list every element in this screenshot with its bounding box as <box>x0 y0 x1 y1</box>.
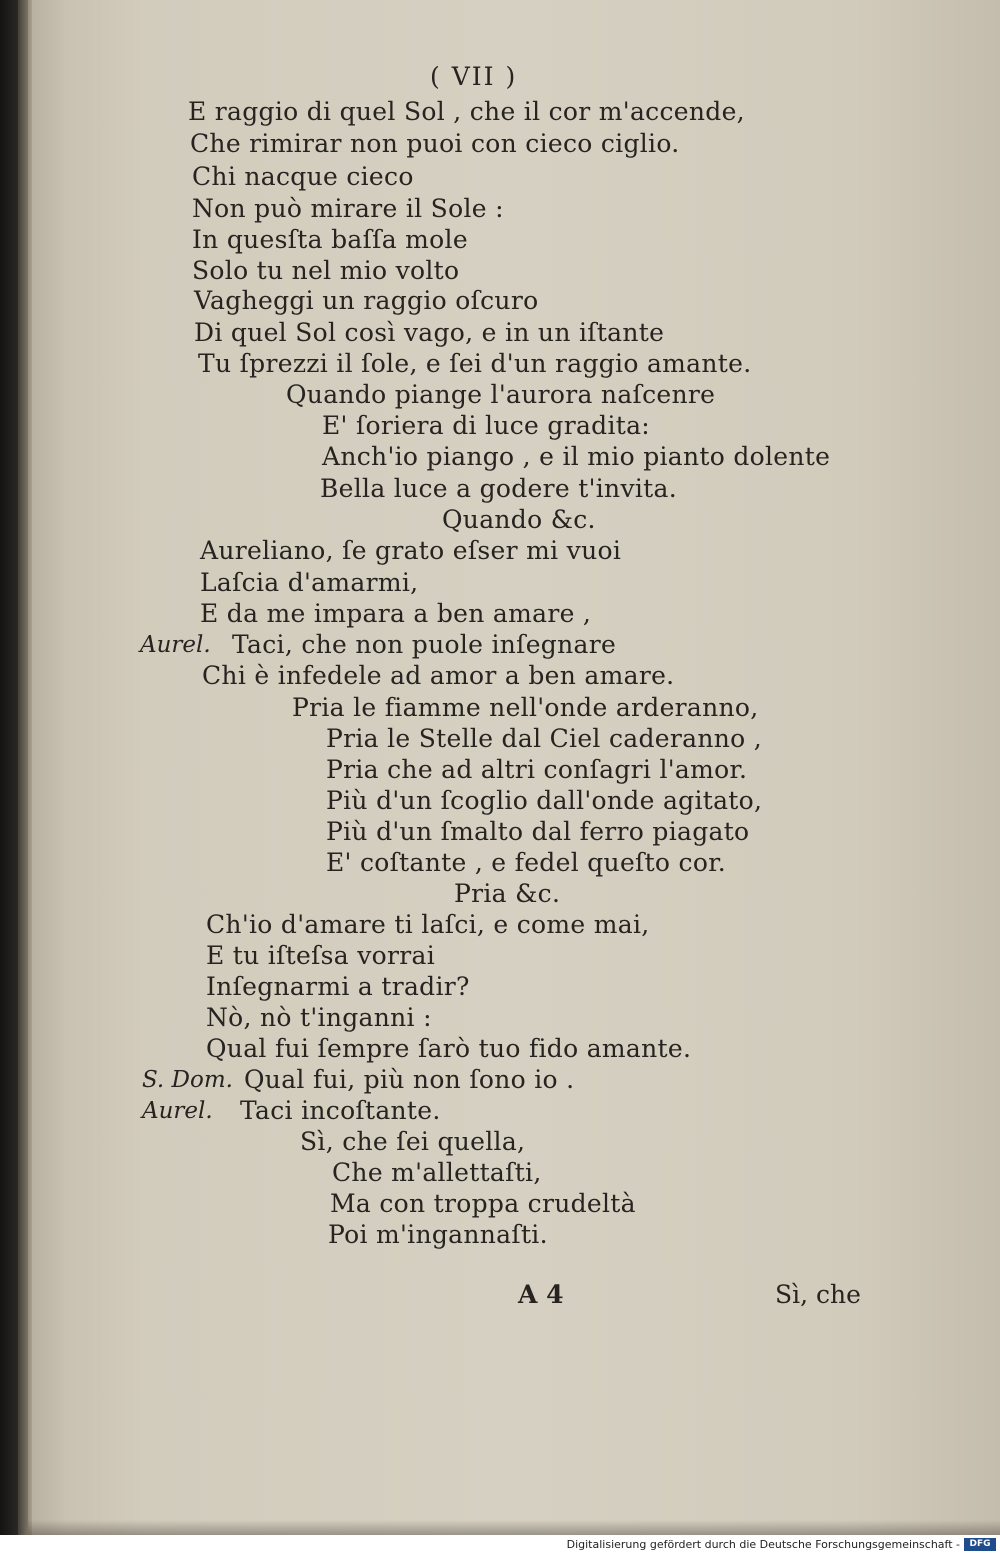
text-line: Ma con troppa crudeltà <box>330 1189 636 1218</box>
text-line: Pria le fiamme nell'onde arderanno, <box>292 693 759 722</box>
text-line: Bella luce a godere t'invita. <box>320 474 677 503</box>
text-line: Inſegnarmi a tradir? <box>206 972 470 1001</box>
speaker-label: S. Dom. <box>142 1067 233 1093</box>
text-line: In quesſta baſſa mole <box>192 225 468 254</box>
text-line: Che m'allettaſti, <box>332 1158 542 1187</box>
text-line: Pria che ad altri conſagri l'amor. <box>326 755 748 784</box>
text-line: Pria &c. <box>454 879 561 908</box>
speaker-label: Aurel. <box>140 632 211 658</box>
text-line: Solo tu nel mio volto <box>192 256 460 285</box>
text-line: Vagheggi un raggio oſcuro <box>194 286 539 315</box>
text-line: Sì, che ſei quella, <box>300 1127 526 1156</box>
signature-mark: A 4 <box>518 1280 564 1309</box>
text-line: Chi nacque cieco <box>192 162 414 191</box>
text-line: Taci incoſtante. <box>240 1096 441 1125</box>
text-line: Pria le Stelle dal Ciel caderanno , <box>326 724 762 753</box>
text-line: Non può mirare il Sole : <box>192 194 504 223</box>
text-line: E da me impara a ben amare , <box>200 599 592 628</box>
text-line: Laſcia d'amarmi, <box>200 568 419 597</box>
funding-credit: Digitalisierung gefördert durch die Deutsche Forschungsgemeinschaft - <box>566 1538 960 1551</box>
catchword: Sì, che <box>775 1280 861 1309</box>
text-line: Poi m'ingannaſti. <box>328 1220 548 1249</box>
text-line: E' ſoriera di luce gradita: <box>322 411 651 440</box>
text-line: Quando &c. <box>442 505 596 534</box>
text-line: E tu iſteſsa vorrai <box>206 941 435 970</box>
text-line: Quando piange l'aurora naſcenre <box>286 380 716 409</box>
text-line: Ch'io d'amare ti laſci, e come mai, <box>206 910 650 939</box>
text-line: Più d'un ſcoglio dall'onde agitato, <box>326 786 763 815</box>
text-line: Di quel Sol così vago, e in un iſtante <box>194 318 665 347</box>
text-line: E raggio di quel Sol , che il cor m'accende, <box>188 97 745 126</box>
text-line: Tu ſprezzi il ſole, e ſei d'un raggio amante. <box>198 349 752 378</box>
speaker-label: Aurel. <box>142 1098 213 1124</box>
text-line: Anch'io piango , e il mio pianto dolente <box>322 442 831 471</box>
page-number: ( VII ) <box>430 62 518 91</box>
text-line: Più d'un ſmalto dal ferro piagato <box>326 817 750 846</box>
text-line: Aureliano, ſe grato eſser mi vuoi <box>200 536 622 565</box>
text-line: E' coſtante , e fedel queſto cor. <box>326 848 726 877</box>
text-line: Che rimirar non puoi con cieco ciglio. <box>190 129 680 158</box>
text-line: Taci, che non puole inſegnare <box>232 630 617 659</box>
text-line: Qual fui ſempre ſarò tuo fido amante. <box>206 1034 692 1063</box>
text-line: Chi è infedele ad amor a ben amare. <box>202 661 675 690</box>
text-line: Qual fui, più non ſono io . <box>244 1065 575 1094</box>
text-line: Nò, nò t'inganni : <box>206 1003 432 1032</box>
dfg-logo: DFG <box>964 1538 996 1551</box>
